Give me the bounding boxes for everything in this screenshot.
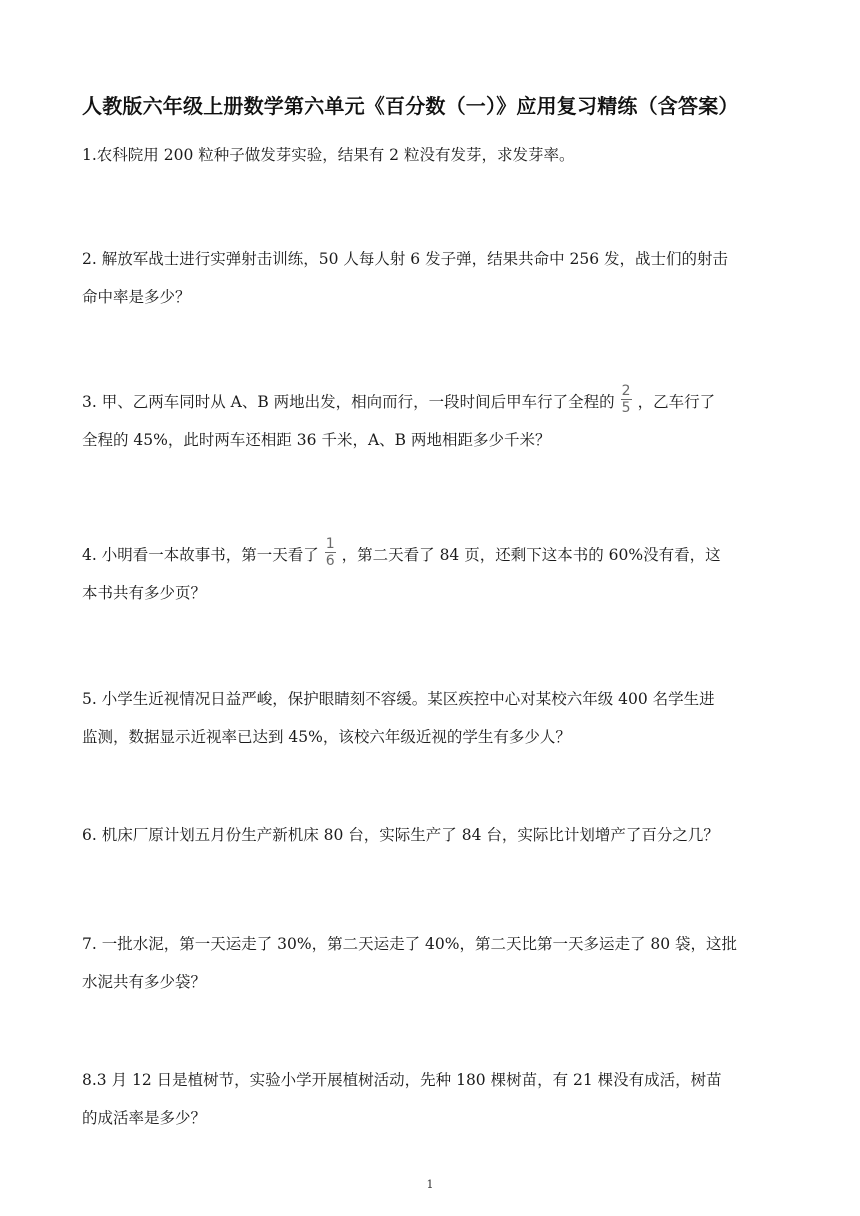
question-3-line-1 [82, 383, 782, 421]
question-8 [82, 1061, 782, 1137]
question-4-text-pre: 4. 小明看一本故事书，第一天看了 [82, 546, 319, 564]
question-4 [82, 536, 782, 612]
fraction-denominator: 6 [325, 552, 335, 569]
fraction-one-sixth [325, 537, 336, 568]
question-2-line-2: 命中率是多少？ [82, 288, 191, 306]
question-2-line-1: 2. 解放军战士进行实弹射击训练，50 人每人射 6 发子弹，结果共命中 256 发，战士们的射击 [82, 250, 729, 268]
question-8-line-1: 8.3 月 12 日是植树节，实验小学开展植树活动，先种 180 棵树苗，有 21 棵没有成活，树苗 [82, 1071, 722, 1089]
question-5-line-2: 监测，数据显示近视率已达到 45%，该校六年级近视的学生有多少人？ [82, 728, 571, 746]
page-title: 人教版六年级上册数学第六单元《百分数（一）》应用复习精练（含答案） [82, 94, 739, 118]
question-6-line-1: 6. 机床厂原计划五月份生产新机床 80 台，实际生产了 84 台，实际比计划增产了百分之几？ [82, 826, 719, 844]
fraction-numerator: 2 [621, 382, 631, 399]
question-5-line-1: 5. 小学生近视情况日益严峻，保护眼睛刻不容缓。某区疾控中心对某校六年级 400 名学生进 [82, 690, 715, 708]
question-7-line-1: 7. 一批水泥，第一天运走了 30%，第二天运走了 40%，第二天比第一天多运走了 80 袋，这批 [82, 935, 738, 953]
question-2 [82, 240, 782, 316]
question-7-line-2: 水泥共有多少袋？ [82, 973, 207, 991]
question-3-line-2: 全程的 45%，此时两车还相距 36 千米，A、B 两地相距多少千米？ [82, 431, 551, 449]
question-4-line-1 [82, 536, 782, 574]
question-3-text-post: ，乙车行了 [637, 393, 716, 411]
question-4-text-post: ，第二天看了 84 页，还剩下这本书的 60%没有看，这 [341, 546, 721, 564]
question-1-line-1: 1.农科院用 200 粒种子做发芽实验，结果有 2 粒没有发芽，求发芽率。 [82, 146, 575, 164]
question-3-text-pre: 3. 甲、乙两车同时从 A、B 两地出发，相向而行，一段时间后甲车行了全程的 [82, 393, 615, 411]
fraction-two-fifths [621, 384, 632, 415]
fraction-numerator: 1 [325, 535, 335, 552]
question-1 [82, 136, 782, 174]
page-number: 1 [426, 1178, 434, 1191]
question-8-line-2: 的成活率是多少？ [82, 1109, 207, 1127]
question-4-line-2: 本书共有多少页？ [82, 584, 207, 602]
question-6 [82, 816, 782, 854]
question-3 [82, 383, 782, 459]
question-7 [82, 925, 782, 1001]
question-5 [82, 680, 782, 756]
fraction-denominator: 5 [621, 399, 631, 416]
